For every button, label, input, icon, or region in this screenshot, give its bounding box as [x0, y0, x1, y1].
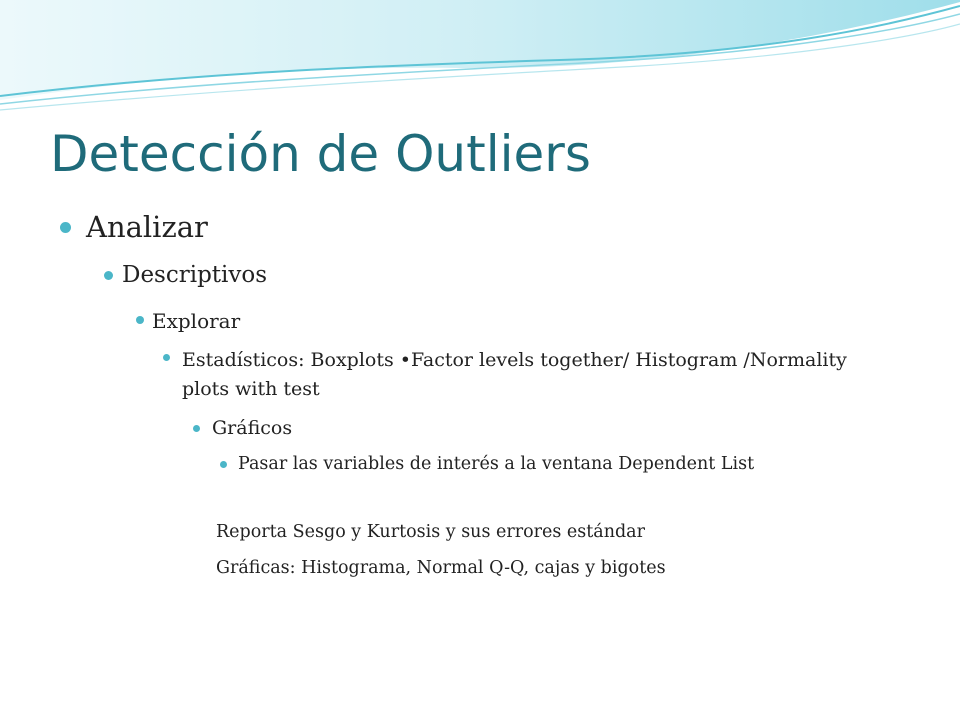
note-graficas: Gráficas: Histograma, Normal Q-Q, cajas y bigotes — [216, 558, 666, 578]
bullet-dot — [220, 461, 227, 468]
bullet-explorar: Explorar — [152, 309, 241, 333]
header-wave-decoration — [0, 0, 960, 120]
bullet-estadisticos: Estadísticos: Boxplots •Factor levels together/ Histogram /Normality plots with test — [182, 349, 847, 400]
bullet-dot — [193, 425, 200, 432]
slide-title: Detección de Outliers — [50, 125, 591, 183]
bullet-dot — [163, 354, 170, 361]
note-reporta: Reporta Sesgo y Kurtosis y sus errores estándar — [216, 522, 645, 542]
bullet-pasar-variables: Pasar las variables de interés a la ventana Dependent List — [238, 454, 755, 474]
bullet-dot — [136, 316, 144, 324]
bullet-graficos: Gráficos — [212, 417, 293, 439]
bullet-descriptivos: Descriptivos — [122, 262, 268, 288]
bullet-dot — [104, 271, 113, 280]
bullet-dot — [60, 222, 71, 233]
bullet-analizar: Analizar — [86, 210, 208, 244]
